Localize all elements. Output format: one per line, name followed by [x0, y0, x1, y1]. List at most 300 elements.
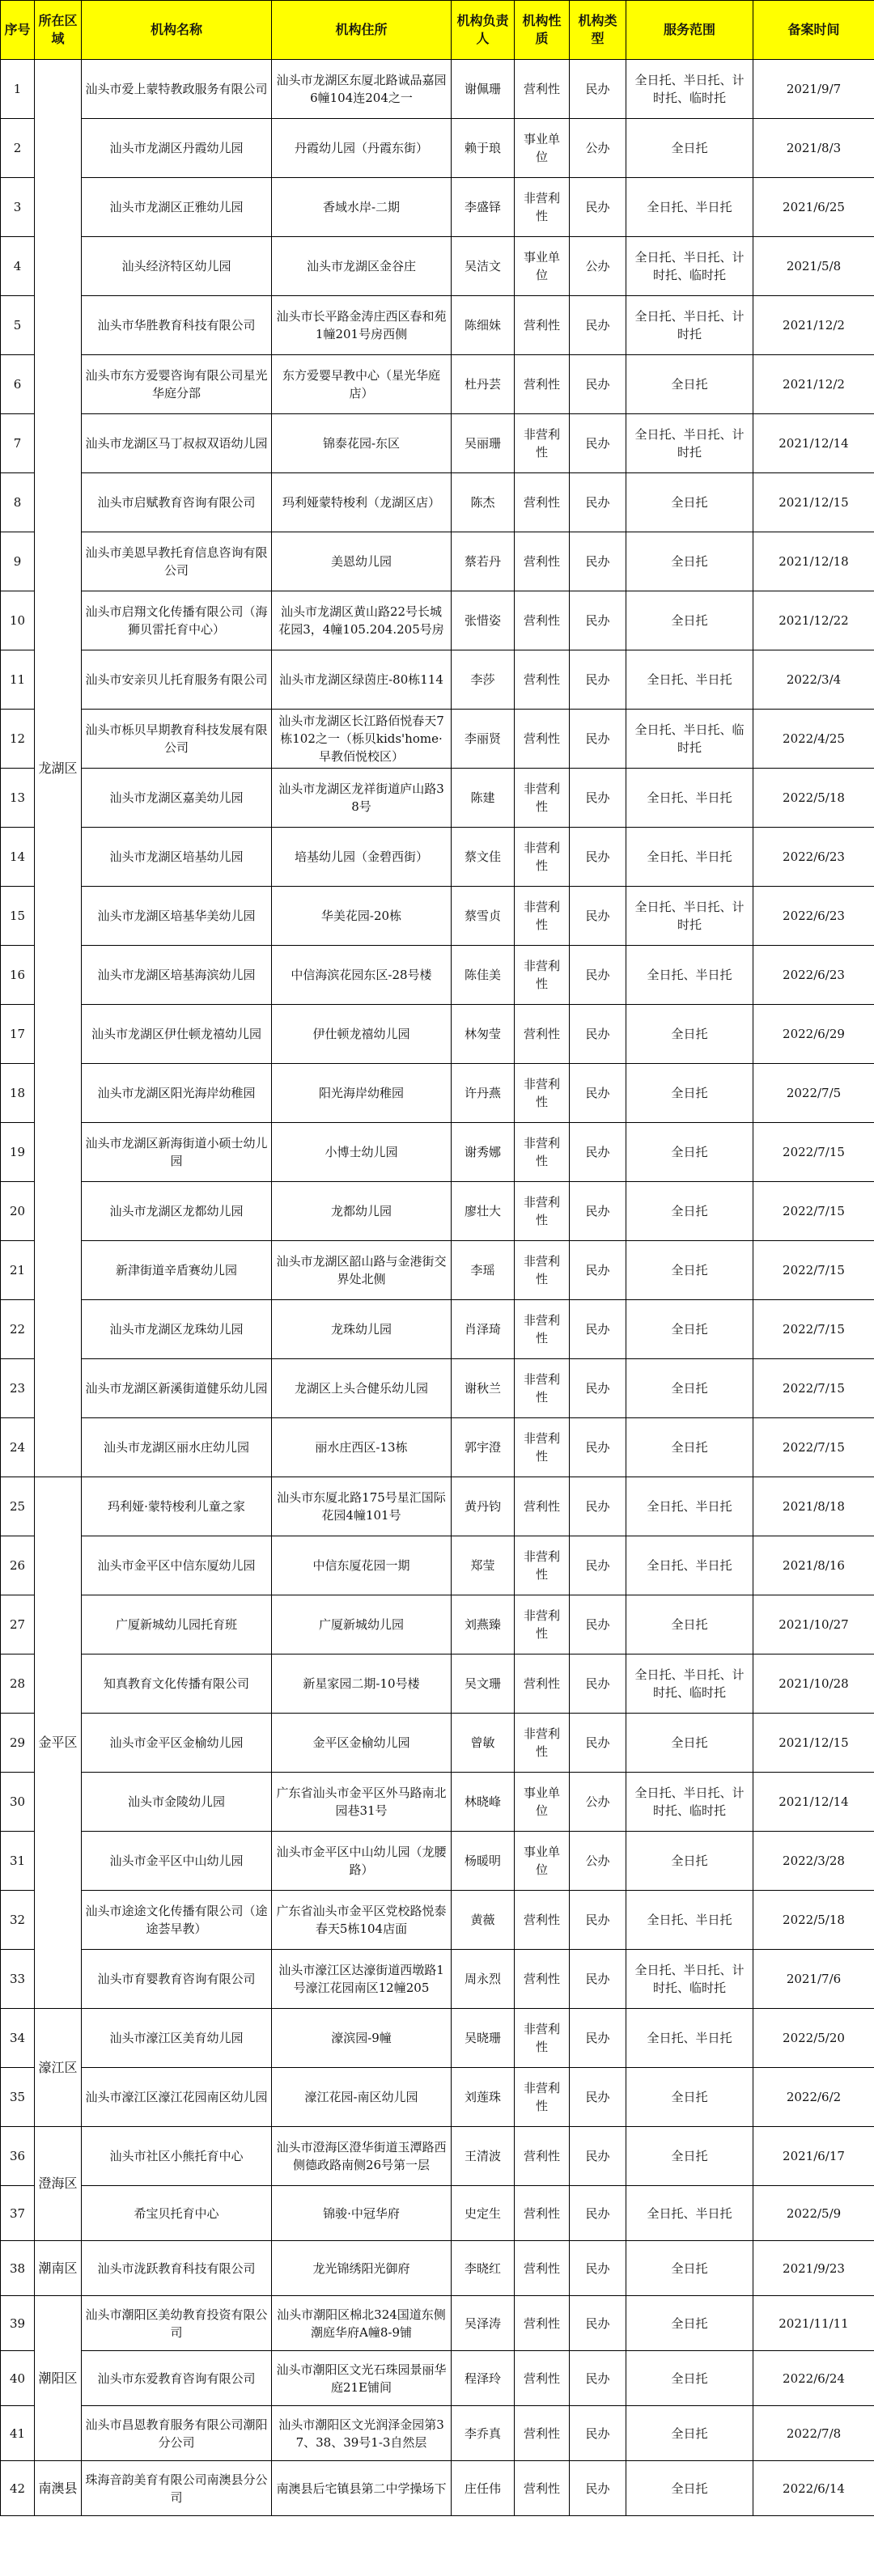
table-row: [1, 178, 874, 237]
cell-date: 2021/12/14: [753, 414, 874, 473]
cell-date: 2022/5/18: [753, 1891, 874, 1950]
table-row: [1, 1714, 874, 1773]
cell-org-name: 汕头市金平区金榆幼儿园: [82, 1714, 272, 1773]
cell-date: 2022/5/9: [753, 2186, 874, 2241]
cell-nature: 营利性: [515, 2241, 570, 2296]
cell-address: 汕头市濠江区达濠街道西墩路1号濠江花园南区12幢205: [272, 1950, 452, 2009]
cell-head: 黄丹钧: [452, 1477, 515, 1536]
cell-nature: 非营利性: [515, 1595, 570, 1654]
table-row: [1, 887, 874, 946]
cell-address: 龙光锦绣阳光御府: [272, 2241, 452, 2296]
col-header-date: 备案时间: [753, 1, 874, 60]
col-header-name: 机构名称: [82, 1, 272, 60]
cell-address: 汕头市龙湖区东厦北路诚品嘉园6幢104连204之一: [272, 60, 452, 119]
cell-no: 7: [1, 414, 35, 473]
cell-address: 培基幼儿园（金碧西街）: [272, 828, 452, 887]
cell-scope: 全日托、半日托: [626, 178, 753, 237]
table-row: [1, 1123, 874, 1182]
cell-address: 香域水岸-二期: [272, 178, 452, 237]
cell-type: 民办: [570, 473, 626, 532]
table-row: [1, 1064, 874, 1123]
cell-scope: 全日托、半日托: [626, 828, 753, 887]
cell-head: 谢秀娜: [452, 1123, 515, 1182]
cell-date: 2022/7/8: [753, 2406, 874, 2461]
cell-no: 4: [1, 237, 35, 296]
table-row: [1, 2351, 874, 2406]
cell-nature: 营利性: [515, 710, 570, 769]
cell-head: 陈建: [452, 769, 515, 828]
cell-head: 李晓红: [452, 2241, 515, 2296]
cell-no: 23: [1, 1359, 35, 1418]
cell-nature: 营利性: [515, 532, 570, 591]
cell-nature: 非营利性: [515, 2009, 570, 2068]
cell-head: 李瑶: [452, 1241, 515, 1300]
cell-head: 吴文珊: [452, 1654, 515, 1714]
cell-date: 2022/7/15: [753, 1418, 874, 1477]
cell-type: 民办: [570, 1300, 626, 1359]
cell-date: 2022/5/18: [753, 769, 874, 828]
cell-address: 汕头市金平区中山幼儿园（龙腰路）: [272, 1832, 452, 1891]
table-row: [1, 946, 874, 1005]
cell-nature: 营利性: [515, 2127, 570, 2186]
cell-date: 2021/8/18: [753, 1477, 874, 1536]
cell-type: 民办: [570, 2351, 626, 2406]
cell-type: 民办: [570, 710, 626, 769]
table-row: [1, 60, 874, 119]
cell-scope: 全日托、半日托、计时托、临时托: [626, 237, 753, 296]
cell-date: 2022/6/24: [753, 2351, 874, 2406]
cell-no: 3: [1, 178, 35, 237]
cell-date: 2022/6/23: [753, 946, 874, 1005]
cell-type: 民办: [570, 1241, 626, 1300]
cell-address: 广东省汕头市金平区党校路悦泰春天5栋104店面: [272, 1891, 452, 1950]
table-body: [1, 60, 874, 2516]
cell-scope: 全日托: [626, 1241, 753, 1300]
cell-head: 李莎: [452, 650, 515, 710]
cell-address: 汕头市龙湖区黄山路22号长城花园3，4幢105.204.205号房: [272, 591, 452, 650]
cell-no: 22: [1, 1300, 35, 1359]
cell-no: 32: [1, 1891, 35, 1950]
cell-no: 34: [1, 2009, 35, 2068]
cell-type: 民办: [570, 2241, 626, 2296]
cell-type: 民办: [570, 1005, 626, 1064]
cell-scope: 全日托、半日托、计时托、临时托: [626, 1773, 753, 1832]
cell-scope: 全日托、半日托、计时托: [626, 296, 753, 355]
cell-type: 民办: [570, 1477, 626, 1536]
cell-no: 28: [1, 1654, 35, 1714]
cell-scope: 全日托: [626, 1064, 753, 1123]
cell-nature: 非营利性: [515, 1418, 570, 1477]
cell-date: 2021/12/2: [753, 296, 874, 355]
cell-org-name: 汕头市潮阳区美幼教育投资有限公司: [82, 2296, 272, 2351]
cell-nature: 事业单位: [515, 1773, 570, 1832]
cell-head: 吴丽珊: [452, 414, 515, 473]
cell-nature: 营利性: [515, 1477, 570, 1536]
table-row: [1, 1891, 874, 1950]
cell-org-name: 广厦新城幼儿园托育班: [82, 1595, 272, 1654]
cell-date: 2022/4/25: [753, 710, 874, 769]
cell-head: 吴泽涛: [452, 2296, 515, 2351]
table-row: [1, 2461, 874, 2516]
cell-nature: 非营利性: [515, 1714, 570, 1773]
cell-org-name: 汕头市龙湖区培基海滨幼儿园: [82, 946, 272, 1005]
cell-address: 汕头市龙湖区长江路佰悦春天7栋102之一（栎贝kids'home·早教佰悦校区）: [272, 710, 452, 769]
cell-org-name: 汕头市龙湖区丹霞幼儿园: [82, 119, 272, 178]
cell-org-name: 汕头经济特区幼儿园: [82, 237, 272, 296]
cell-type: 民办: [570, 532, 626, 591]
cell-nature: 营利性: [515, 1654, 570, 1714]
cell-nature: 非营利性: [515, 887, 570, 946]
cell-scope: 全日托: [626, 1418, 753, 1477]
cell-area: 濠江区: [35, 2009, 82, 2127]
table-row: [1, 650, 874, 710]
cell-nature: 营利性: [515, 591, 570, 650]
cell-no: 25: [1, 1477, 35, 1536]
cell-head: 吴晓珊: [452, 2009, 515, 2068]
cell-address: 阳光海岸幼稚园: [272, 1064, 452, 1123]
cell-type: 民办: [570, 1950, 626, 2009]
cell-head: 许丹燕: [452, 1064, 515, 1123]
cell-nature: 营利性: [515, 2406, 570, 2461]
cell-scope: 全日托、半日托、计时托、临时托: [626, 1654, 753, 1714]
cell-no: 8: [1, 473, 35, 532]
table-row: [1, 532, 874, 591]
cell-address: 汕头市长平路金涛庄西区春和苑1幢201号房西侧: [272, 296, 452, 355]
cell-no: 2: [1, 119, 35, 178]
cell-nature: 非营利性: [515, 769, 570, 828]
cell-nature: 非营利性: [515, 1064, 570, 1123]
cell-type: 民办: [570, 2296, 626, 2351]
table-row: [1, 2296, 874, 2351]
cell-nature: 营利性: [515, 296, 570, 355]
cell-no: 14: [1, 828, 35, 887]
cell-address: 龙湖区上头合健乐幼儿园: [272, 1359, 452, 1418]
cell-org-name: 汕头市濠江区濠江花园南区幼儿园: [82, 2068, 272, 2127]
cell-org-name: 汕头市金平区中信东厦幼儿园: [82, 1536, 272, 1595]
col-header-nature: 机构性质: [515, 1, 570, 60]
cell-org-name: 汕头市昌恩教育服务有限公司潮阳分公司: [82, 2406, 272, 2461]
cell-org-name: 汕头市龙湖区嘉美幼儿园: [82, 769, 272, 828]
table-row: [1, 1536, 874, 1595]
table-row: [1, 1418, 874, 1477]
cell-address: 广东省汕头市金平区外马路南北园巷31号: [272, 1773, 452, 1832]
table-row: [1, 769, 874, 828]
cell-no: 36: [1, 2127, 35, 2186]
table-row: [1, 710, 874, 769]
cell-org-name: 汕头市龙湖区培基幼儿园: [82, 828, 272, 887]
cell-date: 2021/6/25: [753, 178, 874, 237]
cell-scope: 全日托: [626, 1005, 753, 1064]
cell-nature: 营利性: [515, 1950, 570, 2009]
cell-nature: 营利性: [515, 1005, 570, 1064]
cell-org-name: 汕头市栎贝早期教育科技发展有限公司: [82, 710, 272, 769]
table-row: [1, 1654, 874, 1714]
cell-head: 赖于琅: [452, 119, 515, 178]
cell-scope: 全日托、半日托、计时托: [626, 887, 753, 946]
cell-org-name: 知真教育文化传播有限公司: [82, 1654, 272, 1714]
cell-scope: 全日托、半日托: [626, 650, 753, 710]
cell-nature: 营利性: [515, 355, 570, 414]
cell-org-name: 汕头市龙湖区培基华美幼儿园: [82, 887, 272, 946]
cell-nature: 非营利性: [515, 828, 570, 887]
cell-nature: 非营利性: [515, 1536, 570, 1595]
cell-scope: 全日托: [626, 473, 753, 532]
cell-type: 民办: [570, 1654, 626, 1714]
cell-type: 民办: [570, 296, 626, 355]
cell-no: 29: [1, 1714, 35, 1773]
cell-no: 20: [1, 1182, 35, 1241]
cell-date: 2022/7/15: [753, 1241, 874, 1300]
cell-scope: 全日托: [626, 1182, 753, 1241]
cell-head: 陈杰: [452, 473, 515, 532]
cell-org-name: 汕头市安亲贝儿托育服务有限公司: [82, 650, 272, 710]
cell-address: 龙都幼儿园: [272, 1182, 452, 1241]
cell-type: 民办: [570, 2068, 626, 2127]
cell-head: 史定生: [452, 2186, 515, 2241]
table-row: [1, 296, 874, 355]
cell-no: 16: [1, 946, 35, 1005]
cell-scope: 全日托: [626, 1832, 753, 1891]
cell-type: 民办: [570, 828, 626, 887]
table-row: [1, 414, 874, 473]
cell-no: 40: [1, 2351, 35, 2406]
cell-type: 民办: [570, 60, 626, 119]
cell-nature: 非营利性: [515, 414, 570, 473]
cell-date: 2022/7/15: [753, 1123, 874, 1182]
cell-date: 2022/3/4: [753, 650, 874, 710]
cell-nature: 非营利性: [515, 178, 570, 237]
cell-date: 2021/6/17: [753, 2127, 874, 2186]
cell-type: 民办: [570, 1064, 626, 1123]
table-row: [1, 1005, 874, 1064]
table-row: [1, 2406, 874, 2461]
cell-no: 1: [1, 60, 35, 119]
cell-address: 华美花园-20栋: [272, 887, 452, 946]
cell-scope: 全日托: [626, 2241, 753, 2296]
cell-no: 41: [1, 2406, 35, 2461]
cell-nature: 非营利性: [515, 1359, 570, 1418]
cell-scope: 全日托、半日托: [626, 1536, 753, 1595]
cell-no: 15: [1, 887, 35, 946]
cell-date: 2021/12/18: [753, 532, 874, 591]
cell-no: 18: [1, 1064, 35, 1123]
table-row: [1, 1950, 874, 2009]
cell-address: 汕头市龙湖区韶山路与金港街交界处北侧: [272, 1241, 452, 1300]
cell-org-name: 汕头市社区小熊托育中心: [82, 2127, 272, 2186]
col-header-no: 序号: [1, 1, 35, 60]
cell-address: 汕头市龙湖区金谷庄: [272, 237, 452, 296]
cell-type: 民办: [570, 1536, 626, 1595]
cell-address: 汕头市龙湖区绿茵庄-80栋114: [272, 650, 452, 710]
cell-head: 林匆莹: [452, 1005, 515, 1064]
cell-date: 2021/8/16: [753, 1536, 874, 1595]
cell-address: 汕头市潮阳区文光润泽金园第37、38、39号1-3自然层: [272, 2406, 452, 2461]
header-row: [1, 1, 874, 60]
cell-address: 汕头市潮阳区文光石珠园景丽华庭21E铺间: [272, 2351, 452, 2406]
cell-org-name: 玛利娅·蒙特梭利儿童之家: [82, 1477, 272, 1536]
cell-no: 17: [1, 1005, 35, 1064]
cell-no: 27: [1, 1595, 35, 1654]
cell-address: 锦泰花园-东区: [272, 414, 452, 473]
cell-area: 南澳县: [35, 2461, 82, 2516]
cell-scope: 全日托、半日托、计时托: [626, 414, 753, 473]
cell-head: 王清波: [452, 2127, 515, 2186]
cell-nature: 营利性: [515, 2186, 570, 2241]
cell-no: 33: [1, 1950, 35, 2009]
cell-address: 丹霞幼儿园（丹霞东街）: [272, 119, 452, 178]
cell-type: 民办: [570, 1595, 626, 1654]
cell-org-name: 希宝贝托育中心: [82, 2186, 272, 2241]
cell-head: 张惜姿: [452, 591, 515, 650]
cell-org-name: 汕头市东爱教育咨询有限公司: [82, 2351, 272, 2406]
cell-scope: 全日托: [626, 2296, 753, 2351]
cell-org-name: 汕头市龙湖区伊仕顿龙禧幼儿园: [82, 1005, 272, 1064]
cell-address: 濠滨园-9幢: [272, 2009, 452, 2068]
cell-org-name: 汕头市龙湖区丽水庄幼儿园: [82, 1418, 272, 1477]
cell-nature: 事业单位: [515, 237, 570, 296]
cell-scope: 全日托: [626, 591, 753, 650]
cell-scope: 全日托: [626, 119, 753, 178]
cell-type: 民办: [570, 1714, 626, 1773]
cell-no: 5: [1, 296, 35, 355]
cell-no: 24: [1, 1418, 35, 1477]
cell-no: 37: [1, 2186, 35, 2241]
cell-type: 民办: [570, 1182, 626, 1241]
table-row: [1, 1241, 874, 1300]
cell-head: 郑莹: [452, 1536, 515, 1595]
cell-org-name: 汕头市途途文化传播有限公司（途途荟早教）: [82, 1891, 272, 1950]
cell-nature: 事业单位: [515, 119, 570, 178]
cell-nature: 营利性: [515, 60, 570, 119]
cell-scope: 全日托: [626, 1595, 753, 1654]
col-header-scope: 服务范围: [626, 1, 753, 60]
cell-date: 2021/8/3: [753, 119, 874, 178]
cell-head: 杜丹芸: [452, 355, 515, 414]
cell-org-name: 汕头市金平区中山幼儿园: [82, 1832, 272, 1891]
cell-no: 9: [1, 532, 35, 591]
cell-nature: 事业单位: [515, 1832, 570, 1891]
cell-type: 民办: [570, 2127, 626, 2186]
cell-no: 26: [1, 1536, 35, 1595]
cell-date: 2021/12/22: [753, 591, 874, 650]
cell-org-name: 汕头市龙湖区龙珠幼儿园: [82, 1300, 272, 1359]
cell-type: 民办: [570, 591, 626, 650]
table-row: [1, 2009, 874, 2068]
cell-address: 小博士幼儿园: [272, 1123, 452, 1182]
cell-address: 广厦新城幼儿园: [272, 1595, 452, 1654]
cell-org-name: 汕头市华胜教育科技有限公司: [82, 296, 272, 355]
cell-address: 中信海滨花园东区-28号楼: [272, 946, 452, 1005]
cell-head: 刘莲珠: [452, 2068, 515, 2127]
table-row: [1, 237, 874, 296]
cell-address: 伊仕顿龙禧幼儿园: [272, 1005, 452, 1064]
cell-no: 38: [1, 2241, 35, 2296]
cell-head: 曾敏: [452, 1714, 515, 1773]
cell-scope: 全日托: [626, 1359, 753, 1418]
col-header-type: 机构类型: [570, 1, 626, 60]
cell-address: 新星家园二期-10号楼: [272, 1654, 452, 1714]
cell-date: 2021/9/7: [753, 60, 874, 119]
cell-org-name: 汕头市龙湖区新溪街道健乐幼儿园: [82, 1359, 272, 1418]
cell-type: 民办: [570, 178, 626, 237]
cell-scope: 全日托: [626, 355, 753, 414]
cell-org-name: 汕头市东方爱婴咨询有限公司星光华庭分部: [82, 355, 272, 414]
cell-type: 民办: [570, 1123, 626, 1182]
cell-address: 濠江花园-南区幼儿园: [272, 2068, 452, 2127]
cell-date: 2021/9/23: [753, 2241, 874, 2296]
cell-address: 中信东厦花园一期: [272, 1536, 452, 1595]
cell-head: 陈细妹: [452, 296, 515, 355]
cell-scope: 全日托: [626, 1123, 753, 1182]
table-row: [1, 119, 874, 178]
cell-head: 林晓峰: [452, 1773, 515, 1832]
cell-area: 潮南区: [35, 2241, 82, 2296]
cell-no: 12: [1, 710, 35, 769]
cell-address: 东方爱婴早教中心（星光华庭店）: [272, 355, 452, 414]
cell-date: 2021/10/27: [753, 1595, 874, 1654]
cell-no: 10: [1, 591, 35, 650]
cell-area: 潮阳区: [35, 2296, 82, 2461]
cell-scope: 全日托、半日托: [626, 946, 753, 1005]
cell-nature: 非营利性: [515, 1123, 570, 1182]
cell-type: 民办: [570, 414, 626, 473]
cell-date: 2022/7/5: [753, 1064, 874, 1123]
cell-address: 南澳县后宅镇县第二中学操场下: [272, 2461, 452, 2516]
cell-head: 程泽玲: [452, 2351, 515, 2406]
cell-address: 汕头市龙湖区龙祥街道庐山路38号: [272, 769, 452, 828]
cell-scope: 全日托、半日托、临时托: [626, 710, 753, 769]
cell-head: 蔡雪贞: [452, 887, 515, 946]
cell-org-name: 汕头市启翔文化传播有限公司（海狮贝雷托育中心）: [82, 591, 272, 650]
cell-address: 锦骏·中冠华府: [272, 2186, 452, 2241]
cell-scope: 全日托: [626, 532, 753, 591]
cell-nature: 营利性: [515, 650, 570, 710]
cell-scope: 全日托、半日托: [626, 1477, 753, 1536]
cell-address: 汕头市潮阳区棉北324国道东侧潮庭华府A幢8-9铺: [272, 2296, 452, 2351]
col-header-area: 所在区域: [35, 1, 82, 60]
cell-no: 42: [1, 2461, 35, 2516]
cell-date: 2022/6/23: [753, 887, 874, 946]
cell-address: 龙珠幼儿园: [272, 1300, 452, 1359]
cell-head: 谢秋兰: [452, 1359, 515, 1418]
cell-type: 民办: [570, 1891, 626, 1950]
cell-org-name: 汕头市龙湖区马丁叔叔双语幼儿园: [82, 414, 272, 473]
cell-type: 公办: [570, 119, 626, 178]
table-row: [1, 1477, 874, 1536]
cell-scope: 全日托: [626, 2068, 753, 2127]
cell-org-name: 汕头市育婴教育咨询有限公司: [82, 1950, 272, 2009]
cell-head: 黄薇: [452, 1891, 515, 1950]
table-row: [1, 1300, 874, 1359]
table-row: [1, 2186, 874, 2241]
cell-head: 蔡若丹: [452, 532, 515, 591]
cell-nature: 非营利性: [515, 2068, 570, 2127]
cell-date: 2022/6/14: [753, 2461, 874, 2516]
table-row: [1, 591, 874, 650]
cell-type: 民办: [570, 1418, 626, 1477]
cell-date: 2021/5/8: [753, 237, 874, 296]
cell-type: 公办: [570, 1773, 626, 1832]
cell-date: 2021/12/2: [753, 355, 874, 414]
cell-address: 丽水庄西区-13栋: [272, 1418, 452, 1477]
cell-address: 美恩幼儿园: [272, 532, 452, 591]
cell-head: 肖泽琦: [452, 1300, 515, 1359]
cell-scope: 全日托: [626, 2351, 753, 2406]
cell-head: 廖壮大: [452, 1182, 515, 1241]
cell-date: 2022/6/2: [753, 2068, 874, 2127]
table-row: [1, 1595, 874, 1654]
cell-type: 民办: [570, 2406, 626, 2461]
